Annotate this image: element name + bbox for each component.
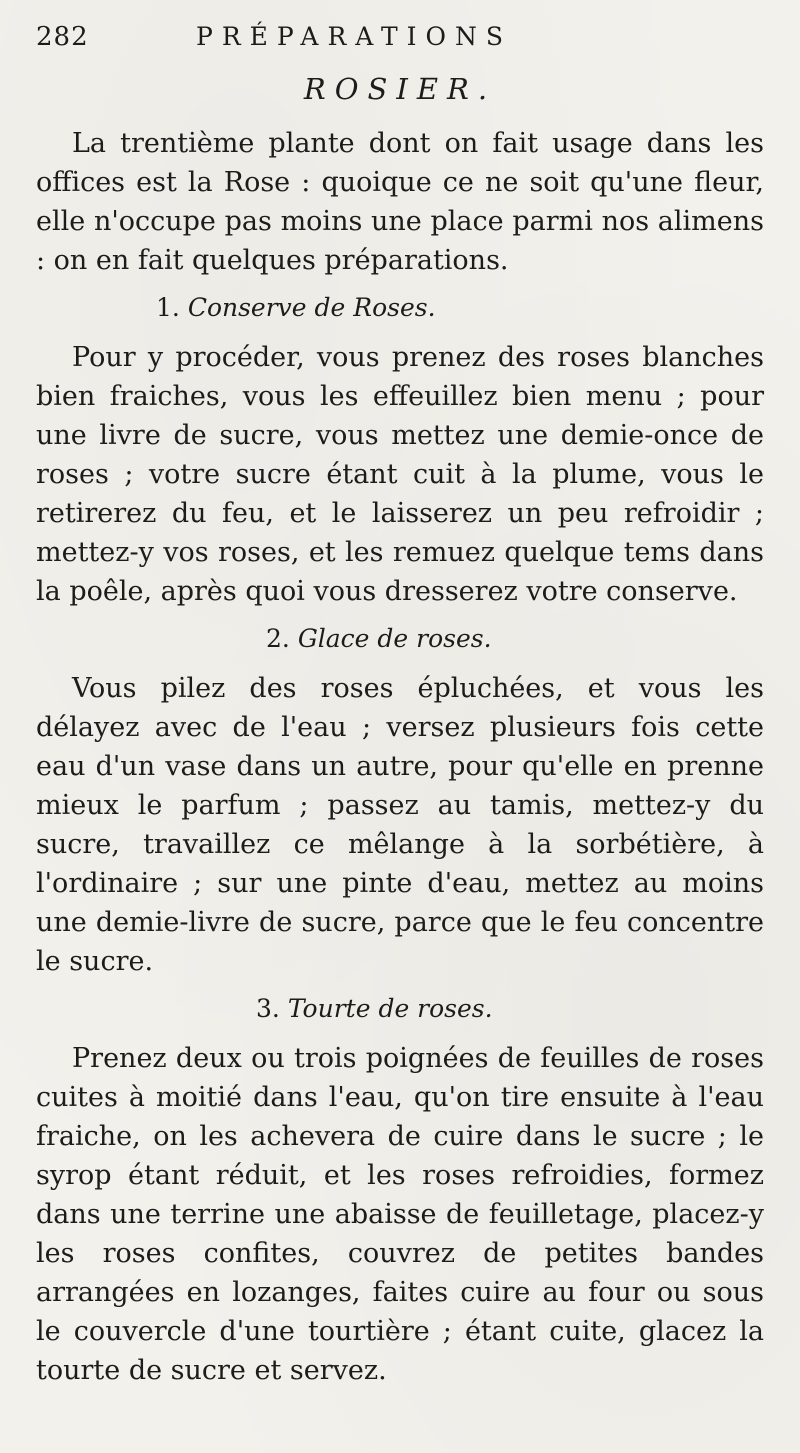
recipe-heading (256, 991, 764, 1027)
running-title: PRÉPARATIONS (196, 22, 513, 51)
recipe-paragraph: Vous pilez des roses épluchées, et vous les délayez avec de l'eau ; versez plusieurs fois cette eau d'un vase dans un autre, pour qu'elle en prenne mieux le parfum ; passez au tamis, mettez-y du sucre, travaillez ce mêlange à la sorbétière, à l'ordinaire ; sur une pinte d'eau, mettez au moins une demie-livre de sucre, parce que le feu concentre le sucre. (36, 673, 764, 977)
section-title: ROSIER. (303, 72, 497, 106)
recipe-paragraph: Prenez deux ou trois poignées de feuilles de roses cuites à moitié dans l'eau, qu'on tire ensuite à l'eau fraiche, on les achevera de cuire dans le sucre ; le syrop étant réduit, et les roses refroidies, formez dans une terrine une abaisse de feuilletage, placez-y les roses confites, couvrez de petites bandes arrangées en lozanges, faites cuire au four ou sous le couvercle d'une tourtière ; étant cuite, glacez la tourte de sucre et servez. (36, 1043, 764, 1386)
running-head (36, 22, 764, 66)
recipe-number: 1. (156, 293, 180, 322)
recipe-heading (266, 621, 764, 657)
page-number: 282 (36, 22, 89, 52)
intro-paragraph: La trentième plante dont on fait usage dans les offices est la Rose : quoique ce ne soit qu'une fleur, elle n'occupe pas moins une place parmi nos alimens : on en fait quelques préparations. (36, 128, 764, 276)
recipe-heading (156, 290, 764, 326)
recipe-title: Glace de roses. (297, 624, 492, 653)
recipe-title: Tourte de roses. (287, 994, 493, 1023)
recipe-number: 3. (256, 994, 280, 1023)
recipe-paragraph: Pour y procéder, vous prenez des roses blanches bien fraiches, vous les effeuillez bien menu ; pour une livre de sucre, vous mettez une demie-once de roses ; votre sucre étant cuit à la plume, vous le retirerez du feu, et le laisserez un peu refroidir ; mettez-y vos roses, et les remuez quelque tems dans la poêle, après quoi vous dresserez votre conserve. (36, 342, 764, 607)
recipe-number: 2. (266, 624, 290, 653)
recipe-title: Conserve de Roses. (187, 293, 436, 322)
